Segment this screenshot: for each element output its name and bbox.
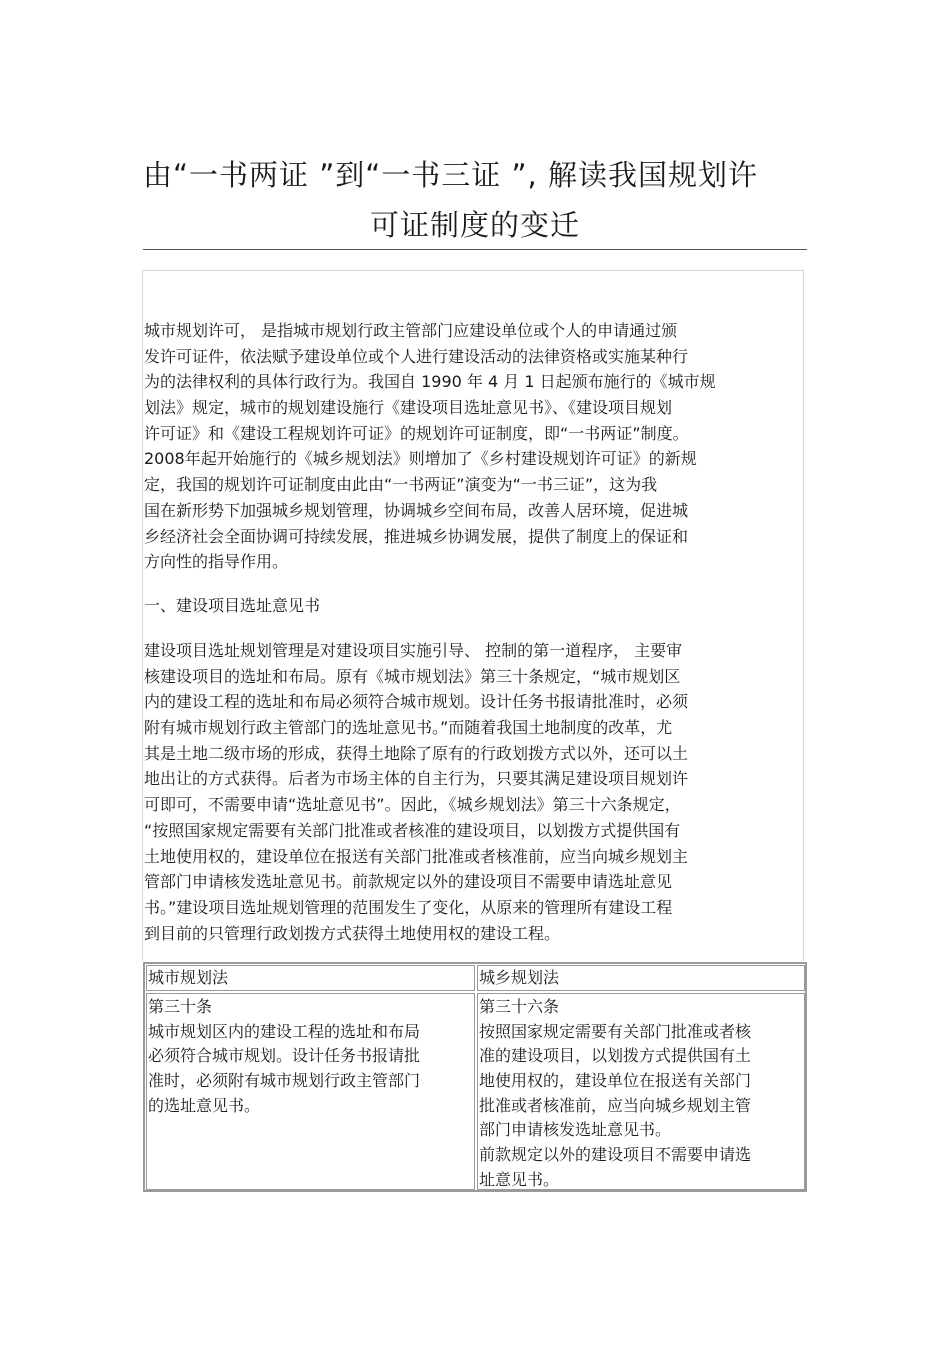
cell-line: 批准或者核准前，应当向城乡规划主管	[479, 1095, 752, 1115]
text-line: 许可证》和《建设工程规划许可证》的规划许可证制度，即“一书两证”制度。	[144, 423, 689, 443]
cell-line: 第三十条	[148, 997, 213, 1016]
text-line: 乡经济社会全面协调可持续发展，推进城乡协调发展，提供了制度上的保证和	[144, 526, 689, 546]
text-line: 建设项目选址规划管理是对建设项目实施引导、 控制的第一道程序， 主要审	[144, 641, 683, 660]
text-line: 其是土地二级市场的形成，获得土地除了原有的行政划拨方式以外，还可以土	[144, 743, 689, 763]
text-line: 方向性的指导作用。	[144, 552, 289, 572]
cell-line: 第三十六条	[479, 997, 560, 1016]
text-line: 发许可证件，依法赋予建设单位或个人进行建设活动的法律资格或实施某种行	[144, 346, 689, 366]
title-line-1: 由“一书两证 ”到“一书三证 ”, 解读我国规划许	[143, 158, 758, 192]
text-line: 书。”建设项目选址规划管理的范围发生了变化，从原来的管理所有建设工程	[144, 897, 673, 917]
text-line: 2008年起开始施行的《城乡规划法》则增加了《乡村建设规划许可证》的新规	[144, 449, 697, 469]
text-line: 定，我国的规划许可证制度由此由“一书两证”演变为“一书三证”，这为我	[144, 475, 658, 495]
cell-line: 必须符合城市规划。设计任务书报请批	[148, 1046, 421, 1066]
table-header-left: 城市规划法	[146, 965, 475, 991]
text-line: 划法》规定，城市的规划建设施行《建设项目选址意见书》、《建设项目规划	[144, 398, 673, 418]
text-line: “按照国家规定需要有关部门批准或者核准的建设项目，以划拨方式提供国有	[144, 820, 681, 840]
section-heading-text: 一、建设项目选址意见书	[144, 596, 321, 615]
cell-line: 准的建设项目，以划拨方式提供国有土	[479, 1046, 752, 1066]
cell-line: 址意见书。	[479, 1169, 560, 1189]
text-line: 为的法律权利的具体行政行为。我国自 1990 年 4 月 1 日起颁布施行的《城市规	[144, 372, 716, 392]
table-header-right: 城乡规划法	[477, 965, 805, 991]
title-divider	[143, 249, 807, 250]
text-line: 核建设项目的选址和布局。原有《城市规划法》第三十条规定，“城市规划区	[144, 666, 681, 686]
text-line: 内的建设工程的选址和布局必须符合城市规划。设计任务书报请批准时，必须	[144, 692, 689, 712]
section-heading	[144, 593, 804, 619]
text-line: 城市规划许可， 是指城市规划行政主管部门应建设单位或个人的申请通过颁	[144, 321, 678, 340]
intro-paragraph	[144, 318, 804, 575]
cell-line: 部门申请核发选址意见书。	[479, 1120, 672, 1140]
cell-line: 的选址意见书。	[148, 1095, 261, 1115]
cell-line: 地使用权的，建设单位在报送有关部门	[479, 1071, 752, 1091]
text-line: 地出让的方式获得。后者为市场主体的自主行为，只要其满足建设项目规划许	[144, 769, 689, 789]
document-title	[143, 150, 807, 250]
text-line: 附有城市规划行政主管部门的选址意见书。”而随着我国土地制度的改革，尤	[144, 718, 673, 738]
text-line: 可即可，不需要申请“选址意见书”。因此，《城乡规划法》第三十六条规定，	[144, 795, 681, 815]
text-line: 国在新形势下加强城乡规划管理，协调城乡空间布局，改善人居环境，促进城	[144, 500, 689, 520]
table-cell-left	[146, 993, 475, 1190]
cell-line: 城市规划区内的建设工程的选址和布局	[148, 1021, 421, 1041]
cell-line: 准时，必须附有城市规划行政主管部门	[148, 1071, 421, 1091]
section-paragraph	[144, 638, 804, 946]
text-line: 到目前的只管理行政划拨方式获得土地使用权的建设工程。	[144, 923, 561, 943]
text-line: 土地使用权的，建设单位在报送有关部门批准或者核准前，应当向城乡规划主	[144, 846, 689, 866]
title-line-2: 可证制度的变迁	[369, 208, 580, 242]
table-cell-right	[477, 993, 805, 1190]
cell-line: 前款规定以外的建设项目不需要申请选	[479, 1145, 752, 1165]
comparison-table	[143, 962, 807, 1192]
text-line: 管部门申请核发选址意见书。前款规定以外的建设项目不需要申请选址意见	[144, 872, 673, 892]
cell-line: 按照国家规定需要有关部门批准或者核	[479, 1021, 752, 1041]
